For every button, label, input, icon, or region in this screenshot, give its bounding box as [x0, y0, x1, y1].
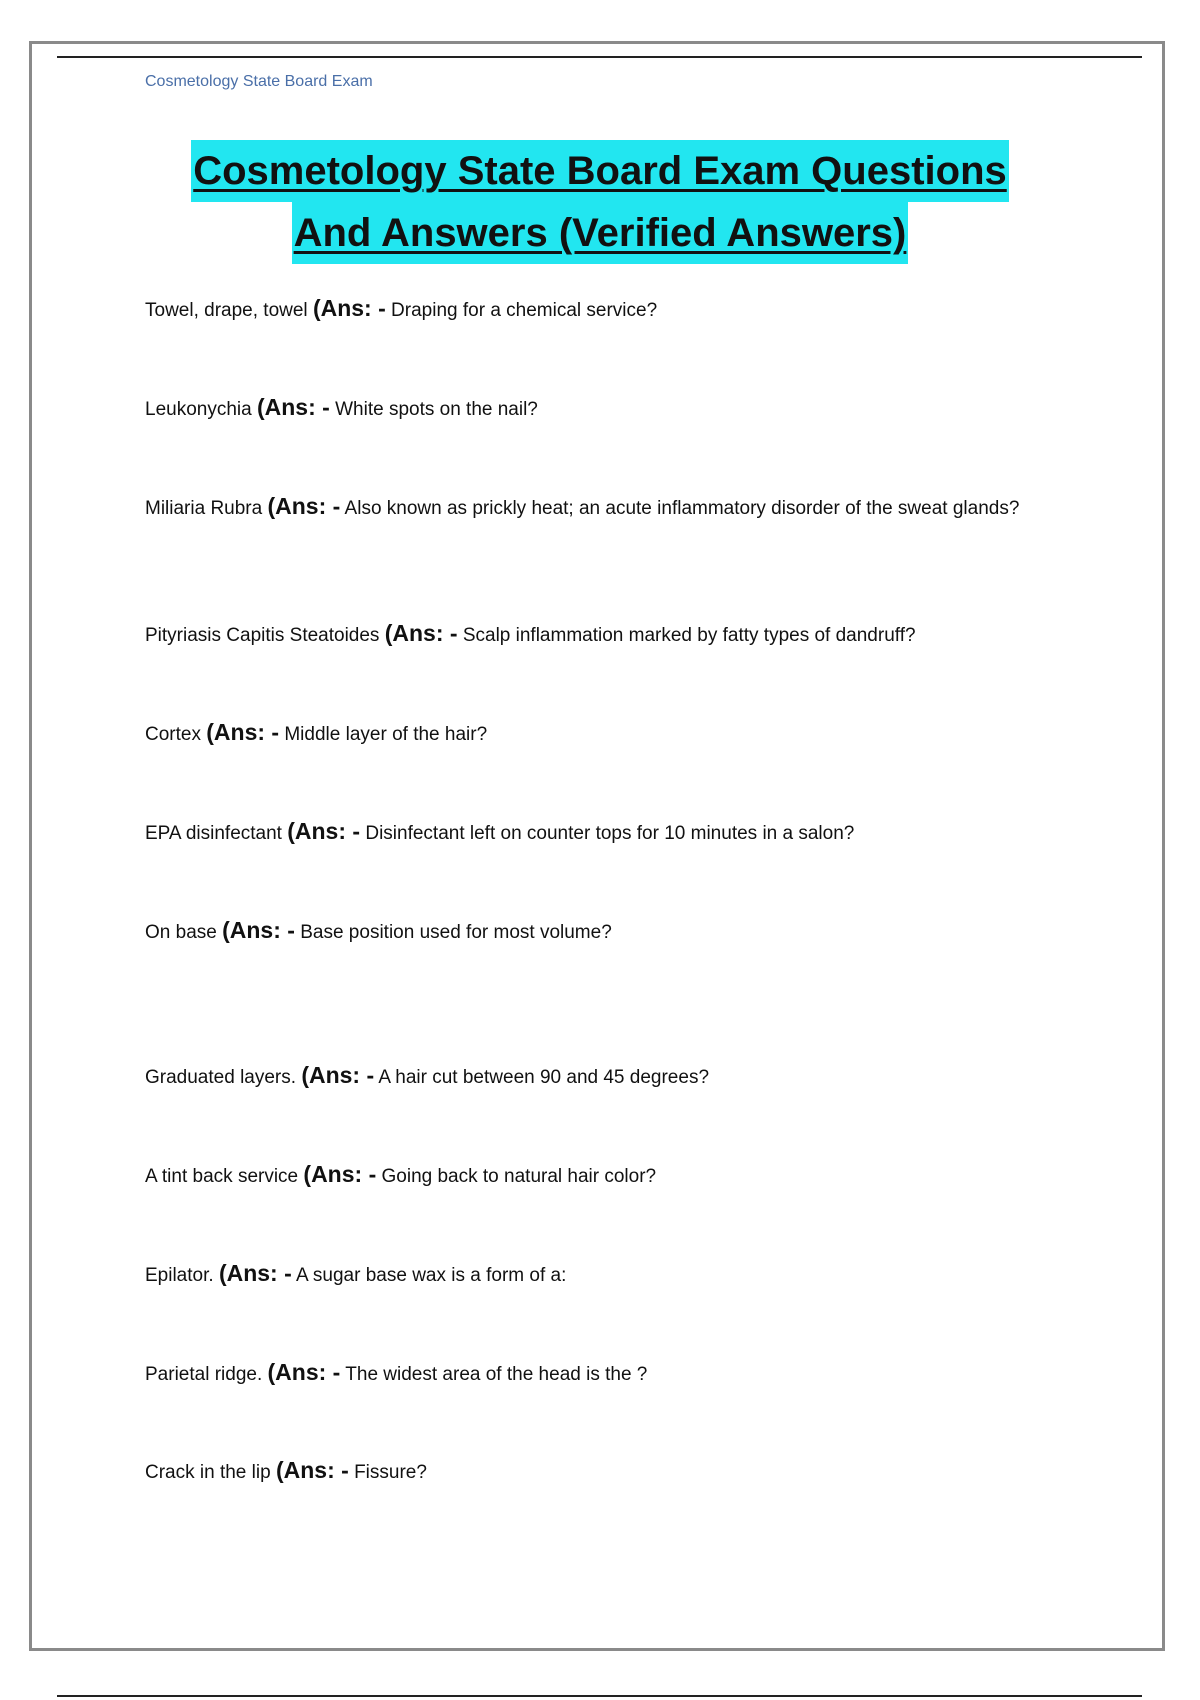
ans-marker: (Ans: - — [256, 394, 330, 420]
qa-item — [145, 292, 1035, 327]
ans-marker: (Ans: - — [287, 818, 361, 844]
qa-answer: Epilator. — [145, 1265, 214, 1286]
qa-answer: On base — [145, 922, 217, 943]
qa-question: Middle layer of the hair? — [284, 724, 488, 745]
qa-answer: Graduated layers. — [145, 1067, 297, 1088]
ans-marker: (Ans: - — [267, 1359, 341, 1385]
qa-answer: Towel, drape, towel — [145, 300, 308, 321]
ans-marker: (Ans: - — [222, 917, 295, 943]
ans-marker: (Ans: - — [206, 719, 280, 745]
qa-question: Scalp inflammation marked by fatty types of dandruff? — [462, 625, 916, 646]
ans-marker: (Ans: - — [312, 295, 386, 321]
qa-item — [145, 1158, 1035, 1193]
qa-answer: A tint back service — [145, 1166, 299, 1187]
qa-item — [145, 716, 1035, 751]
ans-marker: (Ans: - — [218, 1260, 292, 1286]
qa-item — [145, 1257, 1035, 1292]
ans-marker: (Ans: - — [384, 620, 458, 646]
bottom-rule — [57, 1695, 1142, 1697]
qa-answer: Leukonychia — [145, 399, 252, 420]
ans-marker: (Ans: - — [275, 1457, 349, 1483]
ans-marker: (Ans: - — [267, 493, 341, 519]
qa-item — [145, 391, 1035, 426]
qa-item — [145, 914, 1035, 949]
qa-question: Also known as prickly heat; an acute inflammatory disorder of the sweat glands? — [344, 498, 1020, 519]
ans-marker: (Ans: - — [303, 1161, 377, 1187]
qa-question: Base position used for most volume? — [300, 922, 612, 943]
qa-item — [145, 617, 1035, 652]
qa-answer: Miliaria Rubra — [145, 498, 263, 519]
qa-question: White spots on the nail? — [335, 399, 538, 420]
qa-question: Fissure? — [354, 1462, 427, 1483]
qa-item — [145, 1059, 1035, 1094]
qa-question: A sugar base wax is a form of a: — [296, 1265, 567, 1286]
title-line-2: And Answers (Verified Answers) — [292, 202, 909, 264]
qa-item — [145, 490, 1035, 525]
qa-answer: Crack in the lip — [145, 1462, 271, 1483]
document-title — [145, 140, 1055, 264]
qa-answer: Parietal ridge. — [145, 1364, 263, 1385]
qa-question: The widest area of the head is the ? — [345, 1364, 648, 1385]
qa-question: Draping for a chemical service? — [391, 300, 658, 321]
header-rule — [57, 56, 1142, 58]
running-header: Cosmetology State Board Exam — [145, 73, 373, 90]
qa-answer: Pityriasis Capitis Steatoides — [145, 625, 380, 646]
qa-question: A hair cut between 90 and 45 degrees? — [378, 1067, 710, 1088]
qa-question: Going back to natural hair color? — [381, 1166, 657, 1187]
qa-question: Disinfectant left on counter tops for 10 minutes in a salon? — [365, 823, 855, 844]
ans-marker: (Ans: - — [301, 1062, 375, 1088]
qa-answer: Cortex — [145, 724, 201, 745]
qa-answer: EPA disinfectant — [145, 823, 282, 844]
title-line-1: Cosmetology State Board Exam Questions — [191, 140, 1009, 202]
qa-item — [145, 1356, 1035, 1391]
qa-item — [145, 815, 1035, 850]
qa-item — [145, 1454, 1035, 1489]
